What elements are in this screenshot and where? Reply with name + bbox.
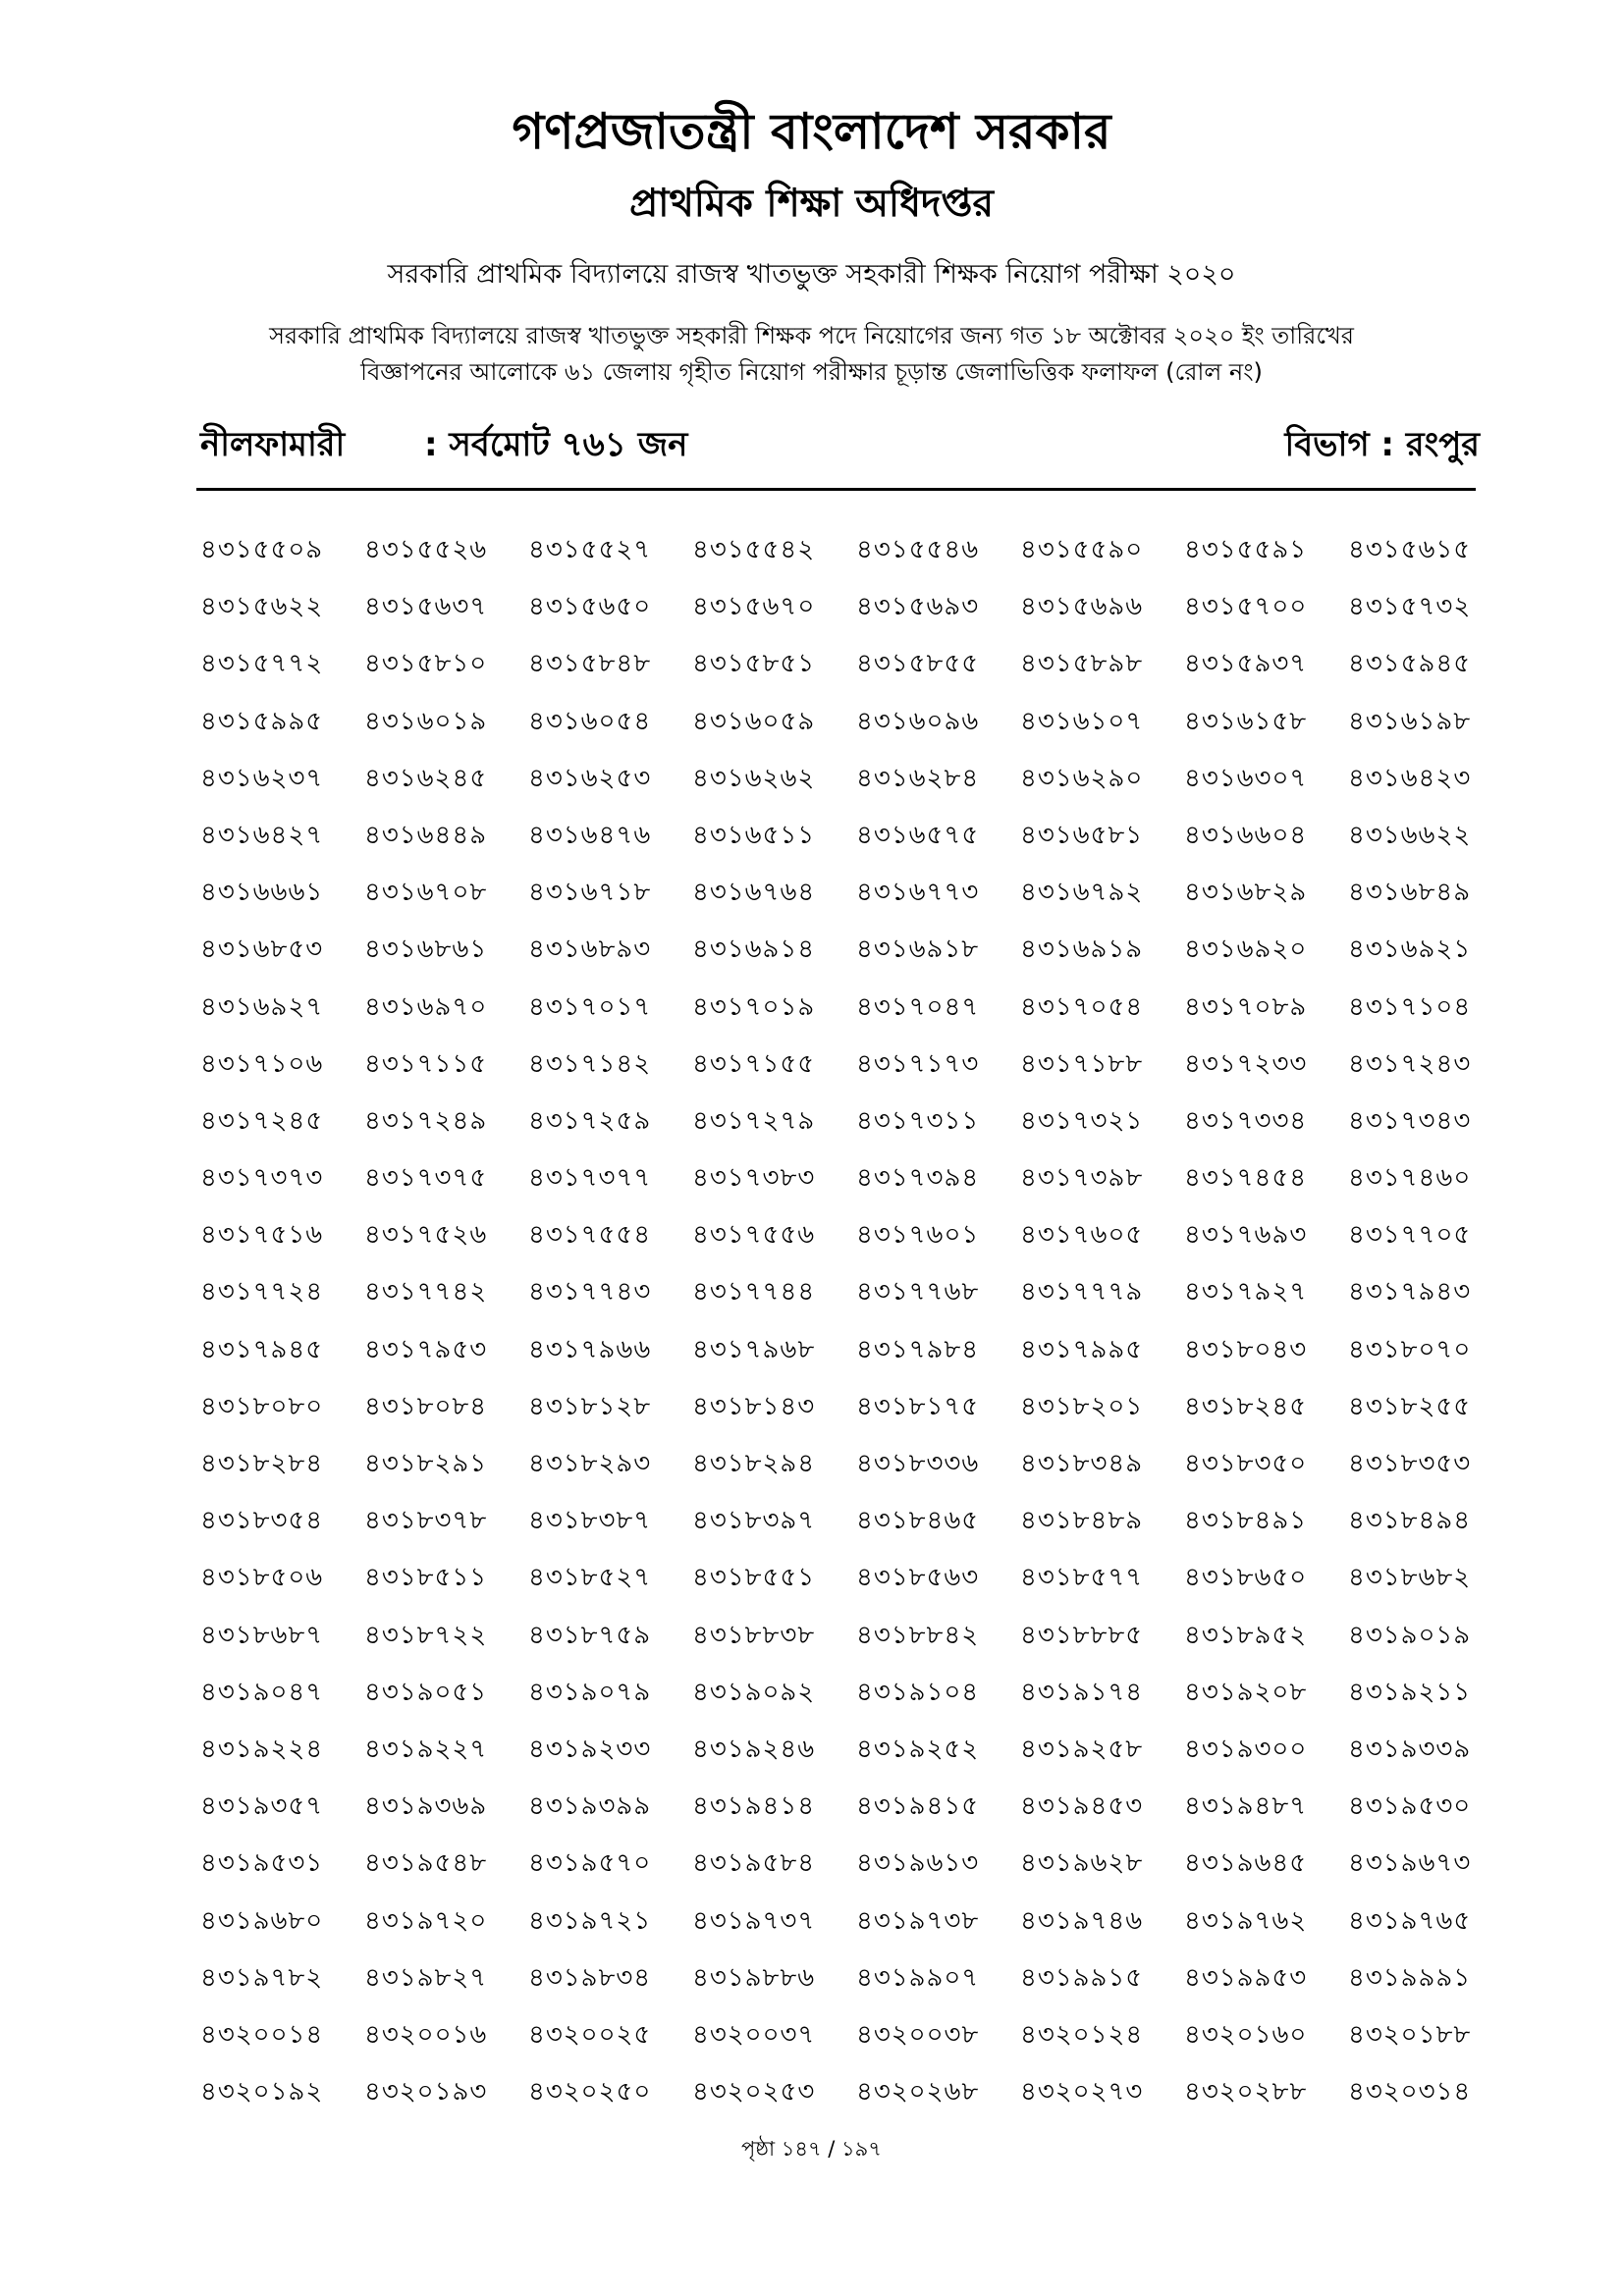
roll-number: ৪৩১৬৪২৭	[200, 820, 324, 850]
roll-number: ৪৩১৬১৫৮	[1184, 706, 1308, 736]
roll-number: ৪৩১৭০৫৪	[1020, 991, 1144, 1022]
department-title: প্রাথমিক শিক্ষা অধিদপ্তর	[629, 182, 994, 226]
roll-number: ৪৩১৬৬৬১	[200, 878, 324, 908]
roll-number: ৪৩১৭১৫৫	[692, 1048, 816, 1079]
roll-number: ৪৩২০১৯২	[200, 2077, 324, 2108]
exam-title: সরকারি প্রাথমিক বিদ্যালয়ে রাজস্ব খাতভুক্ত সহকারী শিক্ষক নিয়োগ পরীক্ষা ২০২০	[387, 259, 1236, 290]
roll-number: ৪৩১৫৬৫০	[528, 592, 652, 622]
roll-number: ৪৩১৯২২৭	[364, 1734, 488, 1764]
roll-number: ৪৩১৮৪৮৯	[1020, 1506, 1144, 1536]
roll-number: ৪৩১৯৩০০	[1184, 1734, 1308, 1764]
roll-number: ৪৩১৭৬৯৩	[1184, 1220, 1308, 1251]
roll-number: ৪৩২০২৮৮	[1184, 2077, 1308, 2108]
roll-number: ৪৩১৮২০১	[1020, 1391, 1144, 1421]
roll-number: ৪৩১৬৮৫৩	[200, 934, 324, 965]
roll-number: ৪৩১৮৯৫২	[1184, 1620, 1308, 1650]
page-number: পৃষ্ঠা ১৪৭ / ১৯৭	[741, 2137, 882, 2161]
roll-number: ৪৩২০১৮৮	[1348, 2019, 1472, 2050]
roll-row	[200, 814, 1496, 871]
roll-number: ৪৩১৯৫৮৪	[692, 1848, 816, 1879]
roll-number: ৪৩১৭৯৯৫	[1020, 1334, 1144, 1364]
roll-number: ৪৩১৭৯৬৬	[528, 1334, 652, 1364]
roll-row	[200, 1499, 1496, 1556]
roll-number: ৪৩১৭১০৬	[200, 1048, 324, 1079]
roll-number: ৪৩১৯১৭৪	[1020, 1677, 1144, 1707]
roll-number: ৪৩১৮৩৮৭	[528, 1506, 652, 1536]
roll-number: ৪৩১৮১২৮	[528, 1391, 652, 1421]
roll-number: ৪৩১৯২৫৮	[1020, 1734, 1144, 1764]
roll-number: ৪৩১৭৯৫৩	[364, 1334, 488, 1364]
roll-number: ৪৩১৮২৫৫	[1348, 1391, 1472, 1421]
roll-number: ৪৩১৬০১৯	[364, 706, 488, 736]
roll-row	[200, 871, 1496, 928]
roll-number: ৪৩১৫৬৩৭	[364, 592, 488, 622]
roll-number: ৪৩২০২৫৩	[692, 2077, 816, 2108]
roll-number: ৪৩১৭২৫৯	[528, 1105, 652, 1136]
roll-number: ৪৩১৯৭৬২	[1184, 1905, 1308, 1936]
roll-number: ৪৩১৬২৯০	[1020, 763, 1144, 793]
roll-number: ৪৩১৯২২৪	[200, 1734, 324, 1764]
roll-number: ৪৩১৮৫৫১	[692, 1563, 816, 1593]
roll-row	[200, 2013, 1496, 2070]
roll-number: ৪৩১৮২৮৪	[200, 1449, 324, 1478]
roll-number: ৪৩১৭৯২৭	[1184, 1277, 1308, 1308]
roll-number: ৪৩১৬৬২২	[1348, 820, 1472, 850]
roll-number: ৪৩১৯৬২৮	[1020, 1848, 1144, 1879]
roll-row	[200, 1042, 1496, 1099]
roll-number: ৪৩২০১২৪	[1020, 2019, 1144, 2050]
roll-number: ৪৩১৬৪২৩	[1348, 763, 1472, 793]
roll-number: ৪৩১৫৫০৯	[200, 535, 324, 564]
roll-number: ৪৩১৬৭০৮	[364, 878, 488, 908]
header-divider	[196, 488, 1476, 491]
roll-row	[200, 585, 1496, 642]
roll-number: ৪৩১৬৯৭০	[364, 991, 488, 1022]
roll-number: ৪৩১৯৯৫৩	[1184, 1962, 1308, 1993]
roll-number: ৪৩১৫৫৪২	[692, 535, 816, 564]
roll-number: ৪৩১৬১৯৮	[1348, 706, 1472, 736]
roll-number: ৪৩১৭৭৪৩	[528, 1277, 652, 1308]
roll-number: ৪৩১৬৩০৭	[1184, 763, 1308, 793]
roll-number: ৪৩১৯২৪৬	[692, 1734, 816, 1764]
roll-number: ৪৩১৭৯৪৩	[1348, 1277, 1472, 1308]
roll-number: ৪৩১৯৭৮২	[200, 1962, 324, 1993]
roll-number: ৪৩১৬৯১৮	[856, 934, 980, 965]
roll-number: ৪৩১৮৩৫৪	[200, 1506, 324, 1536]
roll-row	[200, 986, 1496, 1042]
roll-number: ৪৩১৮৩৩৬	[856, 1449, 980, 1478]
roll-number: ৪৩১৬৭১৮	[528, 878, 652, 908]
roll-row	[200, 1956, 1496, 2013]
roll-number: ৪৩১৮১৪৩	[692, 1391, 816, 1421]
roll-number: ৪৩১৭১৮৮	[1020, 1048, 1144, 1079]
roll-number: ৪৩১৭৯৪৫	[200, 1334, 324, 1364]
roll-number: ৪৩১৯০৪৭	[200, 1677, 324, 1707]
roll-number: ৪৩১৮১৭৫	[856, 1391, 980, 1421]
total-count: : সর্বমোট ৭৬১ জন	[424, 425, 688, 464]
roll-row	[200, 1442, 1496, 1499]
roll-number: ৪৩১৯২৫২	[856, 1734, 980, 1764]
roll-number: ৪৩১৭১৪২	[528, 1048, 652, 1079]
roll-number: ৪৩১৯০৯২	[692, 1677, 816, 1707]
roll-number: ৪৩১৬০৯৬	[856, 706, 980, 736]
roll-number: ৪৩১৯৪১৫	[856, 1791, 980, 1822]
roll-number: ৪৩১৫৮৯৮	[1020, 649, 1144, 679]
roll-number: ৪৩১৯৫৪৮	[364, 1848, 488, 1879]
roll-number: ৪৩২০০১৪	[200, 2019, 324, 2050]
roll-number: ৪৩১৮০৮০	[200, 1391, 324, 1421]
roll-number: ৪৩২০১৯৩	[364, 2077, 488, 2108]
roll-number: ৪৩১৮২৯৩	[528, 1449, 652, 1478]
roll-number: ৪৩১৫৮১০	[364, 649, 488, 679]
roll-number: ৪৩১৫৭৩২	[1348, 592, 1472, 622]
roll-row	[200, 928, 1496, 985]
roll-number: ৪৩১৯৯৯১	[1348, 1962, 1472, 1993]
roll-number: ৪৩১৮৮৩৮	[692, 1620, 816, 1650]
roll-number: ৪৩১৫৮৫৫	[856, 649, 980, 679]
roll-number: ৪৩১৭৭০৫	[1348, 1220, 1472, 1251]
roll-number: ৪৩১৭৩৭৭	[528, 1163, 652, 1194]
roll-row	[200, 1671, 1496, 1728]
roll-number: ৪৩২০০৩৮	[856, 2019, 980, 2050]
roll-number: ৪৩১৮২৪৫	[1184, 1391, 1308, 1421]
roll-number: ৪৩১৯৩৯৯	[528, 1791, 652, 1822]
roll-number: ৪৩১৫৭০০	[1184, 592, 1308, 622]
roll-row	[200, 528, 1496, 585]
roll-number: ৪৩১৯৬৭৩	[1348, 1848, 1472, 1879]
roll-number: ৪৩১৯৭২১	[528, 1905, 652, 1936]
roll-number: ৪৩১৫৫৯১	[1184, 535, 1308, 564]
roll-number: ৪৩১৯৬৪৫	[1184, 1848, 1308, 1879]
roll-number: ৪৩১৫৯৪৫	[1348, 649, 1472, 679]
roll-number: ৪৩১৬০৫৪	[528, 706, 652, 736]
roll-number: ৪৩১৮০৭০	[1348, 1334, 1472, 1364]
roll-number: ৪৩১৬৯১৯	[1020, 934, 1144, 965]
roll-number: ৪৩১৮২৯১	[364, 1449, 488, 1478]
roll-number: ৪৩১৫৯৯৫	[200, 706, 324, 736]
roll-number: ৪৩১৭৩২১	[1020, 1105, 1144, 1136]
roll-number: ৪৩১৬২৫৩	[528, 763, 652, 793]
roll-number: ৪৩১৯৮২৭	[364, 1962, 488, 1993]
roll-number: ৪৩১৯৬১৩	[856, 1848, 980, 1879]
roll-number: ৪৩১৬৮৪৯	[1348, 878, 1472, 908]
roll-number: ৪৩১৭২৭৯	[692, 1105, 816, 1136]
roll-number: ৪৩১৮০৮৪	[364, 1391, 488, 1421]
roll-number: ৪৩১৭৩১১	[856, 1105, 980, 1136]
roll-number: ৪৩১৯২৩৩	[528, 1734, 652, 1764]
roll-number: ৪৩১৭১৭৩	[856, 1048, 980, 1079]
roll-row	[200, 2070, 1496, 2127]
roll-number: ৪৩১৫৫৯০	[1020, 535, 1144, 564]
roll-number: ৪৩১৯৬৮০	[200, 1905, 324, 1936]
roll-number: ৪৩১৯৭৩৭	[692, 1905, 816, 1936]
roll-number: ৪৩১৮৩৭৮	[364, 1506, 488, 1536]
roll-number: ৪৩১৭৪৬০	[1348, 1163, 1472, 1194]
roll-number: ৪৩১৬১০৭	[1020, 706, 1144, 736]
roll-number: ৪৩১৯৯০৭	[856, 1962, 980, 1993]
roll-number: ৪৩১৯৫৩০	[1348, 1791, 1472, 1822]
roll-number: ৪৩২০২৭৩	[1020, 2077, 1144, 2108]
roll-number: ৪৩১৬৮৯৩	[528, 934, 652, 965]
roll-number: ৪৩১৬২৮৪	[856, 763, 980, 793]
roll-number: ৪৩১৭৭৬৮	[856, 1277, 980, 1308]
roll-number: ৪৩১৯০৭৯	[528, 1677, 652, 1707]
roll-number: ৪৩১৫৬১৫	[1348, 535, 1472, 564]
roll-number: ৪৩১৭৭২৪	[200, 1277, 324, 1308]
roll-number: ৪৩১৭৭৪৪	[692, 1277, 816, 1308]
roll-number: ৪৩২০১৬০	[1184, 2019, 1308, 2050]
roll-number: ৪৩১৯৯১৫	[1020, 1962, 1144, 1993]
roll-number: ৪৩২০০১৬	[364, 2019, 488, 2050]
government-title: গণপ্রজাতন্ত্রী বাংলাদেশ সরকার	[512, 103, 1111, 160]
roll-number: ৪৩১৭০১৯	[692, 991, 816, 1022]
roll-number: ৪৩১৫৬৯৩	[856, 592, 980, 622]
roll-number: ৪৩১৮৫১১	[364, 1563, 488, 1593]
roll-number: ৪৩১৬৯২৭	[200, 991, 324, 1022]
roll-number: ৪৩১৫৮৫১	[692, 649, 816, 679]
roll-number: ৪৩১৮৩৫০	[1184, 1449, 1308, 1478]
roll-number: ৪৩১৭৫৫৬	[692, 1220, 816, 1251]
roll-number: ৪৩১৭০৮৯	[1184, 991, 1308, 1022]
roll-number-grid	[200, 528, 1496, 2127]
roll-number: ৪৩১৭৭৭৯	[1020, 1277, 1144, 1308]
roll-row	[200, 642, 1496, 699]
roll-number: ৪৩১৮৮৮৫	[1020, 1620, 1144, 1650]
roll-number: ৪৩২০২৫০	[528, 2077, 652, 2108]
roll-number: ৪৩১৮৫৬৩	[856, 1563, 980, 1593]
roll-number: ৪৩১৭১১৫	[364, 1048, 488, 1079]
roll-number: ৪৩১৯৮৩৪	[528, 1962, 652, 1993]
roll-number: ৪৩১৭৩৯৮	[1020, 1163, 1144, 1194]
roll-number: ৪৩১৭৩৩৪	[1184, 1105, 1308, 1136]
roll-number: ৪৩১৯৩৬৯	[364, 1791, 488, 1822]
roll-number: ৪৩১৬২৬২	[692, 763, 816, 793]
roll-number: ৪৩১৬৯১৪	[692, 934, 816, 965]
roll-number: ৪৩১৯৭৩৮	[856, 1905, 980, 1936]
roll-number: ৪৩১৯৩৫৭	[200, 1791, 324, 1822]
roll-number: ৪৩১৭২৪৫	[200, 1105, 324, 1136]
roll-number: ৪৩১৭২৩৩	[1184, 1048, 1308, 1079]
roll-number: ৪৩১৫৫২৬	[364, 535, 488, 564]
roll-number: ৪৩১৭৯৬৮	[692, 1334, 816, 1364]
roll-number: ৪৩১৭৩৭৫	[364, 1163, 488, 1194]
roll-number: ৪৩১৫৯৩৭	[1184, 649, 1308, 679]
roll-number: ৪৩১৬৮৬১	[364, 934, 488, 965]
roll-number: ৪৩১৭৭৪২	[364, 1277, 488, 1308]
roll-number: ৪৩১৮৬৮২	[1348, 1563, 1472, 1593]
roll-number: ৪৩১৫৫২৭	[528, 535, 652, 564]
roll-row	[200, 1213, 1496, 1270]
roll-number: ৪৩১৯৮৮৬	[692, 1962, 816, 1993]
roll-number: ৪৩১৬৫৮১	[1020, 820, 1144, 850]
roll-row	[200, 1785, 1496, 1842]
roll-number: ৪৩১৭০৪৭	[856, 991, 980, 1022]
roll-number: ৪৩১৬৫৭৫	[856, 820, 980, 850]
roll-number: ৪৩১৫৭৭২	[200, 649, 324, 679]
roll-row	[200, 1556, 1496, 1613]
roll-number: ৪৩১৯৭৬৫	[1348, 1905, 1472, 1936]
roll-row	[200, 1328, 1496, 1385]
roll-number: ৪৩১৬৯২১	[1348, 934, 1472, 965]
roll-number: ৪৩১৯৭৪৬	[1020, 1905, 1144, 1936]
roll-number: ৪৩১৮৬৫০	[1184, 1563, 1308, 1593]
roll-number: ৪৩১৮৩৯৭	[692, 1506, 816, 1536]
roll-number: ৪৩১৭২৪৩	[1348, 1048, 1472, 1079]
roll-number: ৪৩১৭৩৯৪	[856, 1163, 980, 1194]
division-name: বিভাগ : রংপুর	[1284, 425, 1480, 464]
roll-number: ৪৩১৫৬২২	[200, 592, 324, 622]
roll-number: ৪৩১৮৮৪২	[856, 1620, 980, 1650]
roll-number: ৪৩১৯৪৮৭	[1184, 1791, 1308, 1822]
roll-number: ৪৩১৮৪৯৪	[1348, 1506, 1472, 1536]
roll-number: ৪৩১৯০৫১	[364, 1677, 488, 1707]
roll-number: ৪৩১৫৬৯৬	[1020, 592, 1144, 622]
roll-number: ৪৩১৬৯২০	[1184, 934, 1308, 965]
notice-line-1: সরকারি প্রাথমিক বিদ্যালয়ে রাজস্ব খাতভুক্ত সহকারী শিক্ষক পদে নিয়োগের জন্য গত ১৮ অক্টোবর ২০২০ ইং তারিখের	[269, 322, 1354, 349]
roll-number: ৪৩১৬৪৭৬	[528, 820, 652, 850]
roll-row	[200, 1156, 1496, 1213]
roll-number: ৪৩১৮৬৮৭	[200, 1620, 324, 1650]
roll-number: ৪৩১৭০১৭	[528, 991, 652, 1022]
roll-number: ৪৩১৮৭৫৯	[528, 1620, 652, 1650]
roll-number: ৪৩১৭২৪৯	[364, 1105, 488, 1136]
roll-number: ৪৩১৭৬০১	[856, 1220, 980, 1251]
roll-number: ৪৩১৭৫৫৪	[528, 1220, 652, 1251]
roll-number: ৪৩১৯৫৭০	[528, 1848, 652, 1879]
roll-number: ৪৩১৮৩৫৩	[1348, 1449, 1472, 1478]
roll-number: ৪৩১৮০৪৩	[1184, 1334, 1308, 1364]
roll-number: ৪৩১৮৫২৭	[528, 1563, 652, 1593]
roll-number: ৪৩১৭৫২৬	[364, 1220, 488, 1251]
roll-number: ৪৩১৯৭২০	[364, 1905, 488, 1936]
roll-number: ৪৩১৬৫১১	[692, 820, 816, 850]
roll-number: ৪৩১৮৫০৬	[200, 1563, 324, 1593]
roll-number: ৪৩২০০৩৭	[692, 2019, 816, 2050]
roll-number: ৪৩১৮৩৪৯	[1020, 1449, 1144, 1478]
roll-row	[200, 1385, 1496, 1442]
roll-row	[200, 1842, 1496, 1898]
roll-number: ৪৩১৯০১৯	[1348, 1620, 1472, 1650]
roll-number: ৪৩১৯১০৪	[856, 1677, 980, 1707]
roll-number: ৪৩১৭৩৮৩	[692, 1163, 816, 1194]
roll-number: ৪৩১৬৭৯২	[1020, 878, 1144, 908]
roll-number: ৪৩১৭৯৮৪	[856, 1334, 980, 1364]
roll-number: ৪৩১৭১০৪	[1348, 991, 1472, 1022]
roll-row	[200, 700, 1496, 757]
roll-number: ৪৩১৫৬৭০	[692, 592, 816, 622]
roll-number: ৪৩১৯৩৩৯	[1348, 1734, 1472, 1764]
roll-number: ৪৩১৬২৩৭	[200, 763, 324, 793]
roll-number: ৪৩১৬০৫৯	[692, 706, 816, 736]
roll-number: ৪৩১৬৪৪৯	[364, 820, 488, 850]
roll-row	[200, 757, 1496, 814]
roll-number: ৪৩১৬৭৬৪	[692, 878, 816, 908]
roll-number: ৪৩১৮২৯৪	[692, 1449, 816, 1478]
roll-number: ৪৩১৭৬০৫	[1020, 1220, 1144, 1251]
roll-number: ৪৩১৮৭২২	[364, 1620, 488, 1650]
roll-number: ৪৩১৮৫৭৭	[1020, 1563, 1144, 1593]
notice-line-2: বিজ্ঞাপনের আলোকে ৬১ জেলায় গৃহীত নিয়োগ পরীক্ষার চূড়ান্ত জেলাভিত্তিক ফলাফল (রোল নং)	[360, 358, 1263, 386]
roll-number: ৪৩১৬৬০৪	[1184, 820, 1308, 850]
roll-row	[200, 1899, 1496, 1956]
roll-number: ৪৩১৯৪১৪	[692, 1791, 816, 1822]
roll-number: ৪৩১৫৫৪৬	[856, 535, 980, 564]
roll-number: ৪৩২০৩১৪	[1348, 2077, 1472, 2108]
roll-number: ৪৩১৭৩৭৩	[200, 1163, 324, 1194]
roll-number: ৪৩১৬৭৭৩	[856, 878, 980, 908]
roll-number: ৪৩১৯৫৩১	[200, 1848, 324, 1879]
roll-row	[200, 1270, 1496, 1327]
roll-row	[200, 1614, 1496, 1671]
roll-number: ৪৩১৫৮৪৮	[528, 649, 652, 679]
roll-number: ৪৩১৬৮২৯	[1184, 878, 1308, 908]
roll-row	[200, 1099, 1496, 1156]
roll-number: ৪৩১৬২৪৫	[364, 763, 488, 793]
roll-number: ৪৩১৭৩৪৩	[1348, 1105, 1472, 1136]
roll-number: ৪৩১৮৪৯১	[1184, 1506, 1308, 1536]
roll-number: ৪৩১৯২১১	[1348, 1677, 1472, 1707]
roll-number: ৪৩২০০২৫	[528, 2019, 652, 2050]
district-name: নীলফামারী	[200, 425, 346, 464]
roll-number: ৪৩১৭৫১৬	[200, 1220, 324, 1251]
roll-row	[200, 1728, 1496, 1785]
roll-number: ৪৩১৮৪৬৫	[856, 1506, 980, 1536]
roll-number: ৪৩১৯৪৫৩	[1020, 1791, 1144, 1822]
roll-number: ৪৩১৯২০৮	[1184, 1677, 1308, 1707]
roll-number: ৪৩২০২৬৮	[856, 2077, 980, 2108]
roll-number: ৪৩১৭৪৫৪	[1184, 1163, 1308, 1194]
